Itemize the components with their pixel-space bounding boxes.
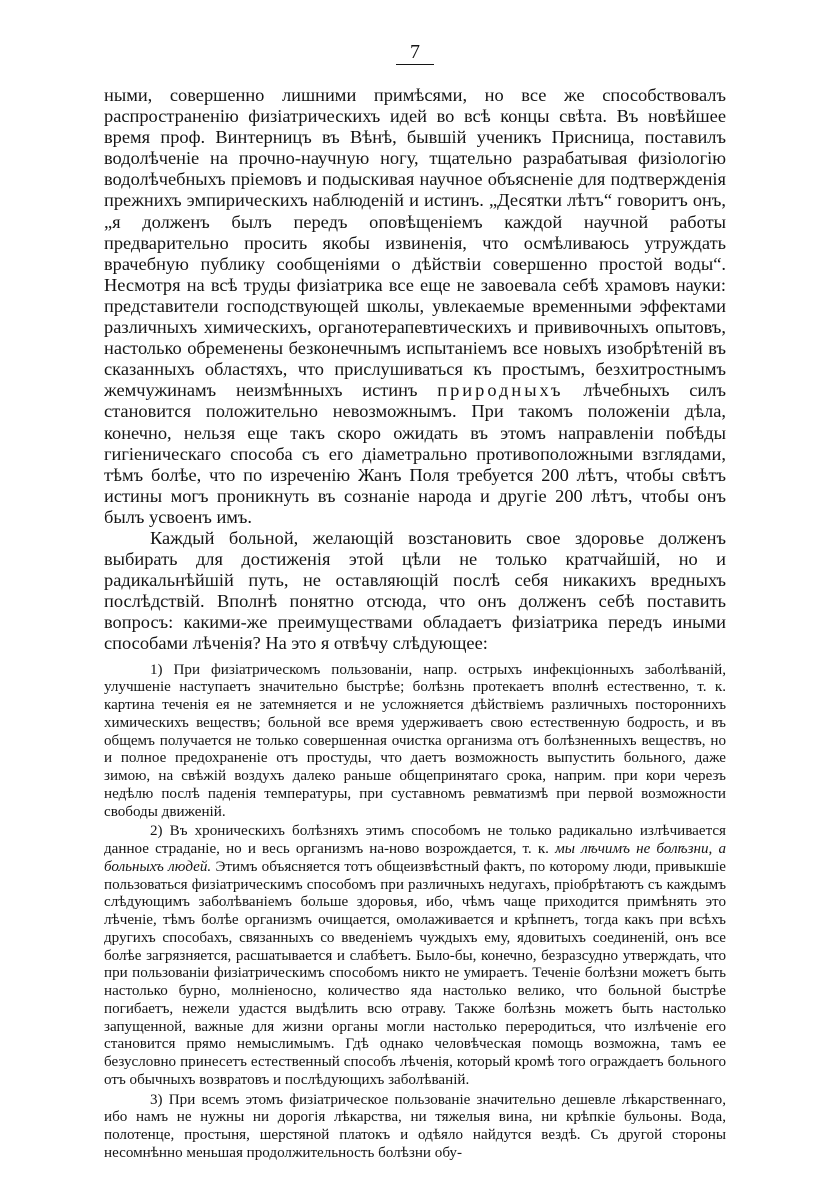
note-2-end: Этимъ объясняется тотъ общеизвѣстный фактъ, по которому люди, привыкшіе пользоваться физіатрическимъ способомъ при различныхъ недугахъ, пріобрѣтаютъ съ каждымъ слѣдующимъ заболѣваніемъ больше здоровья, ибо, чѣмъ чаще приходится примѣнять это лѣченіе, тѣмъ болѣе организмъ очищается, омолаживается и крѣпнетъ, тогда какъ при всѣхъ другихъ способахъ, связанныхъ со введеніемъ чуждыхъ ему, ядовитыхъ соединеній, онъ все болѣе загрязняется, расшатывается и слабѣетъ. Было-бы, конечно, безразсудно утверждать, что при пользованіи физіатрическимъ способомъ никто не умираетъ. Теченіе болѣзни можетъ быть настолько бурно, молніеносно, количество яда настолько велико, что больной быстрѣе погибаетъ, нежели удастся выдѣлить всю отраву. Также болѣзнь можетъ быть настолько запущенной, важные для жизни органы могли настолько переродиться, что излѣченіе его становится прямо немыслимымъ. Гдѣ однако человѣческая помощь возможна, тамъ ее безусловно принесетъ естественный способъ лѣченія, который кромѣ того ограждаетъ больного отъ обычныхъ возвратовъ и послѣдующихъ заболѣваній.: [104, 858, 726, 1088]
spaced-emphasis: природныхъ: [437, 380, 564, 401]
note-3: 3) При всемъ этомъ физіатрическое пользованіе значительно дешевле лѣкарственнаго, ибо намъ не нужны ни дорогія лѣкарства, ни тяжелыя вина, ни крѣпкіе бульоны. Вода, полотенце, простыня, шерстяной платокъ и одѣяло найдутся вездѣ. Съ другой стороны несомнѣнно меньшая продолжительность болѣзни обу-: [104, 1091, 726, 1161]
numbered-notes: [104, 662, 726, 1163]
page-number-value: 7: [396, 40, 434, 65]
paragraph-1: [104, 85, 726, 528]
note-2-italic: мы лѣчимъ не болѣзни, а больныхъ людей.: [104, 841, 726, 875]
main-text: [104, 85, 726, 655]
note-2: [104, 823, 726, 1089]
paragraph-1-end: лѣчебныхъ силъ становится положительно невозможнымъ. При такомъ положеніи дѣла, конечно, нельзя еще такъ скоро ожидать въ этомъ направленіи побѣды гигіеническаго способа съ его діаметрально противоположными взглядами, тѣмъ болѣе, что по изреченію Жанъ Поля требуется 200 лѣтъ, чтобы свѣтъ истины могъ проникнуть въ сознаніе народа и другіе 200 лѣтъ, чтобы онъ былъ усвоенъ имъ.: [104, 380, 726, 527]
note-2-start: 2) Въ хроническихъ болѣзняхъ этимъ способомъ не только радикально излѣчивается данное страданіе, но и весь организмъ на-ново возрождается, т. к.: [104, 823, 726, 858]
note-1: 1) При физіатрическомъ пользованіи, напр. острыхъ инфекціонныхъ заболѣваній, улучшеніе наступаетъ значительно быстрѣе; болѣзнь протекаетъ вполнѣ естественно, т. к. картина теченія ея не затемняется и не усложняется дѣйствіемъ различныхъ постороннихъ химическихъ веществъ; больной все время удерживаетъ свою естественную бодрость, и въ общемъ получается не только совершенная очистка организма отъ болѣзненныхъ веществъ, но и полное предохраненіе отъ простуды, что даетъ возможность выпустить больного, даже зимою, на свѣжій воздухъ далеко раньше общепринятаго срока, наприм. при кори черезъ недѣлю послѣ паденія температуры, при суставномъ ревматизмѣ при первой возможности свободы движеній.: [104, 661, 726, 820]
document-page: [104, 40, 726, 1165]
paragraph-1-text: ными, совершенно лишними примѣсями, но все же способствовалъ распространенію физіатрическихъ идей во всѣ концы свѣта. Въ новѣйшее время проф. Винтерницъ въ Вѣнѣ, бывшій ученикъ Присница, поставилъ водолѣченіе на прочно-научную ногу, тщательно разрабатывая физіологію водолѣчебныхъ пріемовъ и подыскивая научное объясненіе для подтвержденія прежнихъ эмпирическихъ наблюденій и истинъ. „Десятки лѣтъ“ говоритъ онъ, „я долженъ былъ передъ оповѣщеніемъ каждой научной работы предварительно просить якобы извиненія, что осмѣливаюсь утруждать врачебную публику сообщеніями о дѣйствіи совершенно простой воды“. Несмотря на всѣ труды физіатрика все еще не завоевала себѣ храмовъ науки: представители господствующей школы, увлекаемые временными эффектами различныхъ химическихъ, органотерапевтическихъ и прививочныхъ опытовъ, настолько обременены безконечнымъ испытаніемъ все новыхъ изобрѣтеній въ сказанныхъ областяхъ, что прислушиваться къ простымъ, безхитростнымъ жемчужинамъ неизмѣнныхъ истинъ: [104, 85, 726, 401]
page-number: [104, 40, 726, 65]
paragraph-2: Каждый больной, желающій возстановить свое здоровье долженъ выбирать для достиженія этой цѣли не только кратчайшій, но и радикальнѣйшій путь, не оставляющій послѣ себя никакихъ вредныхъ послѣдствій. Вполнѣ понятно отсюда, что онъ долженъ себѣ поставить вопросъ: какими-же преимуществами обладаетъ физіатрика передъ иными способами лѣченія? На это я отвѣчу слѣдующее:: [104, 527, 726, 654]
